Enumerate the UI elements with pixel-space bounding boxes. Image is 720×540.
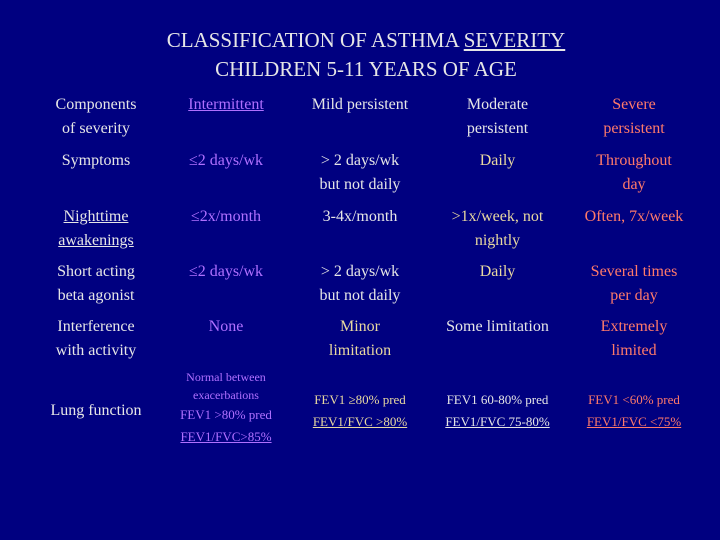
row-label-nighttime [40,205,152,253]
title-underlined-word: SEVERITY [463,28,566,52]
header-mild-line: Mild persistent [311,96,409,113]
beta-agonist-label-line: beta agonist [57,287,135,304]
nighttime-label-line: Nighttime [63,208,129,225]
symptoms-moderate [430,149,565,173]
lung-function-severe-line: FEV1 <60% pred [588,392,680,407]
beta-agonist-moderate-line: Daily [479,263,516,280]
beta-agonist-intermittent [165,260,287,284]
nighttime-severe-line: Often, 7x/week [584,208,684,225]
interference-moderate-line: Some limitation [446,318,549,335]
lung-function-mild [290,389,430,433]
symptoms-severe [566,149,702,197]
interference-severe [566,315,702,363]
beta-agonist-intermittent-line: ≤2 days/wk [188,263,264,280]
symptoms-mild [290,149,430,197]
header-moderate-line: Moderate [466,96,529,113]
nighttime-moderate [430,205,565,253]
beta-agonist-severe-line: Several times [590,263,678,280]
beta-agonist-label-line: Short acting [57,263,135,280]
title-prefix: CLASSIFICATION OF ASTHMA [166,28,464,52]
header-moderate-line: persistent [466,120,529,137]
interference-severe-line: limited [611,342,657,359]
lung-function-moderate [430,389,565,433]
beta-agonist-mild [290,260,430,308]
header-severe-persistent [566,93,702,141]
beta-agonist-moderate [430,260,565,284]
interference-label-line: with activity [55,342,137,359]
symptoms-severe-line: Throughout [596,152,672,169]
interference-intermittent [165,315,287,339]
symptoms-label-line: Symptoms [61,152,131,169]
lung-function-intermittent-line: FEV1/FVC>85% [180,429,272,444]
row-label-interference [40,315,152,363]
header-components-line: Components [55,96,137,113]
nighttime-label-line: awakenings [58,232,134,249]
beta-agonist-mild-line: > 2 days/wk [320,263,400,280]
row-label-beta-agonist [40,260,152,308]
interference-label-line: Interference [57,318,135,335]
row-label-symptoms [40,149,152,173]
header-components [40,93,152,141]
lung-function-mild-line: FEV1/FVC >80% [312,414,408,429]
header-moderate-persistent [430,93,565,141]
interference-mild-line: limitation [328,342,392,359]
header-severe-line: persistent [603,120,665,137]
interference-intermittent-line: None [208,318,244,335]
nighttime-mild-line: 3-4x/month [322,208,398,225]
symptoms-mild-line: but not daily [319,176,401,193]
beta-agonist-severe [566,260,702,308]
lung-function-label-line: Lung function [50,402,142,419]
symptoms-intermittent-line: ≤2 days/wk [188,152,264,169]
interference-moderate [430,315,565,339]
interference-severe-line: Extremely [600,318,668,335]
lung-function-moderate-line: FEV1 60-80% pred [446,392,549,407]
symptoms-mild-line: > 2 days/wk [320,152,400,169]
row-label-lung-function [40,399,152,423]
slide-title [0,26,720,84]
lung-function-intermittent-line: Normal between [186,370,266,384]
nighttime-moderate-line: nightly [474,232,521,249]
nighttime-moderate-line: >1x/week, not [451,208,544,225]
nighttime-mild [290,205,430,229]
lung-function-intermittent [165,368,287,448]
title-line-2: CHILDREN 5-11 YEARS OF AGE [215,57,517,81]
header-components-line: of severity [62,120,130,137]
lung-function-intermittent-line: exacerbations [193,388,259,402]
lung-function-moderate-line: FEV1/FVC 75-80% [445,414,550,429]
header-severe-line: Severe [612,96,656,113]
header-intermittent-line: Intermittent [188,96,264,113]
title-line-1 [0,26,720,55]
interference-mild-line: Minor [340,318,380,335]
lung-function-severe-line: FEV1/FVC <75% [586,414,682,429]
beta-agonist-mild-line: but not daily [319,287,401,304]
lung-function-intermittent-line: FEV1 >80% pred [180,407,272,422]
symptoms-intermittent [165,149,287,173]
symptoms-severe-line: day [622,176,646,193]
lung-function-severe [566,389,702,433]
header-mild-persistent [290,93,430,117]
nighttime-intermittent [165,205,287,229]
symptoms-moderate-line: Daily [479,152,516,169]
nighttime-intermittent-line: ≤2x/month [190,208,262,225]
header-intermittent [165,93,287,117]
nighttime-severe [566,205,702,229]
interference-mild [290,315,430,363]
beta-agonist-severe-line: per day [610,287,658,304]
lung-function-mild-line: FEV1 ≥80% pred [314,392,406,407]
